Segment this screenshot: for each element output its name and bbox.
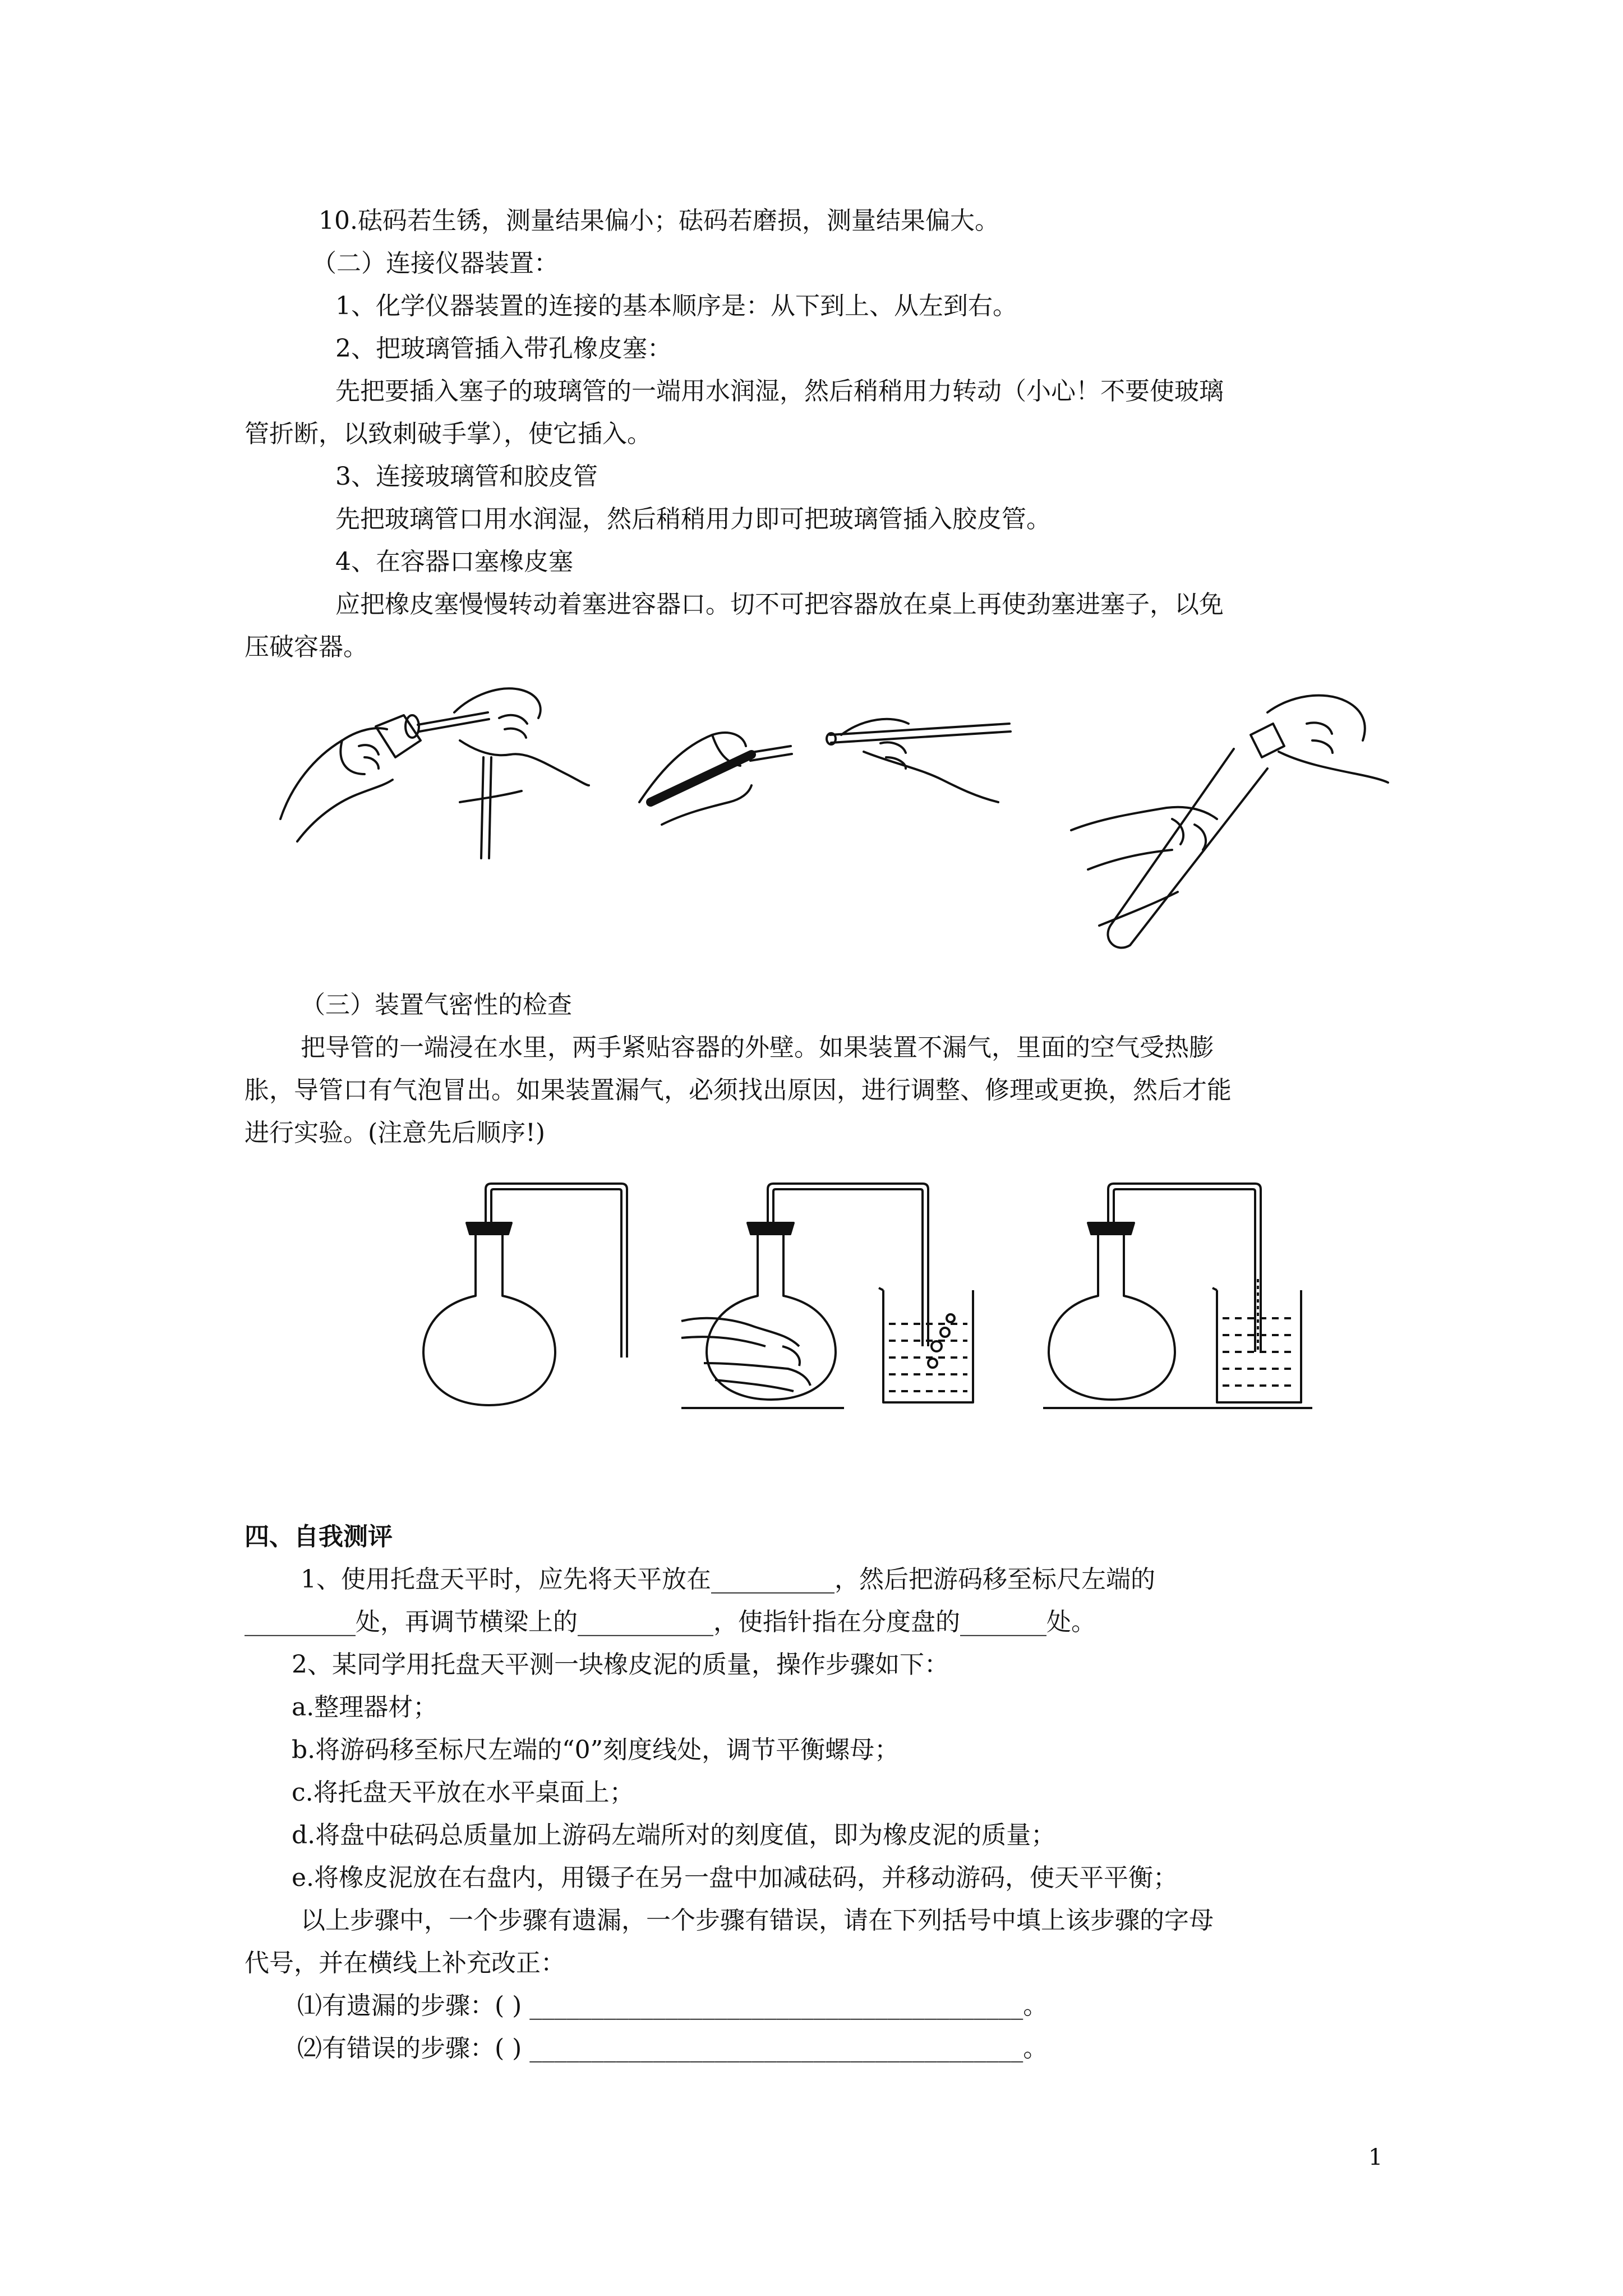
paragraph-2-body-line-1: 先把要插入塞子的玻璃管的一端用水润湿，然后稍稍用力转动（小心！不要使玻璃 [335, 377, 1224, 406]
paragraph-4-body-line-2: 压破容器。 [245, 633, 368, 661]
illustration-connect-glass-and-rubber-tube [628, 701, 1032, 841]
illustration-insert-stopper-in-test-tube [1066, 690, 1391, 970]
step-c: c.将托盘天平放在水平桌面上； [292, 1778, 634, 1807]
instruction-line-1: 以上步骤中，一个步骤有遗漏，一个步骤有错误，请在下列括号中填上该步骤的字母 [301, 1906, 1214, 1935]
diagram-flask-cooling-water-rises [1049, 1178, 1318, 1408]
section-3-heading: （三）装置气密性的检查 [301, 991, 572, 1019]
diagram-flask-warmed-by-hands-bubbles [681, 1178, 995, 1408]
question-1-line-1: 1、使用托盘天平时，应先将天平放在__________，然后把游码移至标尺左端的 [301, 1565, 1155, 1594]
paragraph-3-title: 3、连接玻璃管和胶皮管 [335, 462, 598, 491]
step-b: b.将游码移至标尺左端的“0”刻度线处，调节平衡螺母； [292, 1736, 900, 1764]
instruction-line-2: 代号，并在横线上补充改正： [245, 1949, 565, 1977]
section-2-heading: （二）连接仪器装置： [312, 249, 559, 278]
paragraph-4-body-line-1: 应把橡皮塞慢慢转动着塞进容器口。切不可把容器放在桌上再使劲塞进塞子，以免 [335, 590, 1224, 619]
paragraph-4-title: 4、在容器口塞橡皮塞 [335, 547, 573, 576]
section-3-body-line-2: 胀，导管口有气泡冒出。如果装置漏气，必须找出原因，进行调整、修理或更换，然后才能 [245, 1076, 1232, 1105]
question-2-title: 2、某同学用托盘天平测一块橡皮泥的质量，操作步骤如下： [292, 1650, 949, 1679]
section-4-heading: 四、自我测评 [245, 1522, 393, 1551]
step-a: a.整理器材； [292, 1693, 438, 1722]
page-number: 1 [1368, 2145, 1383, 2170]
step-e: e.将橡皮泥放在右盘内，用镊子在另一盘中加减砝码，并移动游码，使天平平衡； [292, 1864, 1178, 1892]
section-3-body-line-1: 把导管的一端浸在水里，两手紧贴容器的外壁。如果装置不漏气，里面的空气受热膨 [301, 1033, 1214, 1062]
step-d: d.将盘中砝码总质量加上游码左端所对的刻度值，即为橡皮泥的质量； [292, 1821, 1056, 1849]
paragraph-3-body: 先把玻璃管口用水润湿，然后稍稍用力即可把玻璃管插入胶皮管。 [335, 505, 1051, 533]
item-10: 10.砝码若生锈，测量结果偏小；砝码若磨损，测量结果偏大。 [319, 206, 999, 235]
diagram-flask-with-tube [415, 1178, 639, 1408]
paragraph-2-body-line-2: 管折断，以致刺破手掌），使它插入。 [245, 420, 652, 448]
paragraph-2-title: 2、把玻璃管插入带孔橡皮塞： [335, 334, 672, 363]
answer-missing-step[interactable]: ⑴有遗漏的步骤：( ) ________________________________________。 [297, 1991, 1048, 2020]
paragraph-1: 1、化学仪器装置的连接的基本顺序是：从下到上、从左到右。 [335, 292, 1017, 320]
question-1-line-2: _________处，再调节横梁上的___________，使指针指在分度盘的_______处。 [245, 1608, 1096, 1636]
section-3-body-line-3: 进行实验。(注意先后顺序!) [245, 1119, 546, 1147]
illustration-insert-tube-into-stopper [275, 673, 589, 858]
answer-wrong-step[interactable]: ⑵有错误的步骤：( ) ________________________________________。 [297, 2034, 1048, 2063]
